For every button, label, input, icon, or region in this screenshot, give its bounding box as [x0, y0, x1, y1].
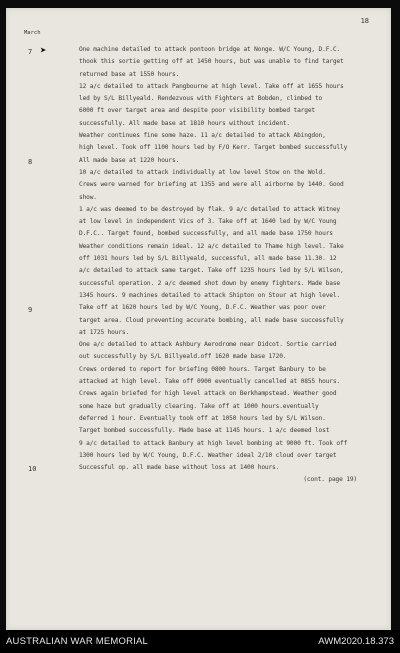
text-line: All made base at 1220 hours.: [79, 156, 180, 164]
text-line: attacked at high level. Take off 0900 eventually cancelled at 0855 hours.: [79, 378, 340, 386]
text-line: Crews were warned for briefing at 1355 and were all airborne by 1440. Good: [79, 181, 344, 189]
text-line: Weather continues fine some haze. 11 a/c detailed to attack Abingdon,: [79, 132, 326, 140]
institution-credit: AUSTRALIAN WAR MEMORIAL: [6, 636, 149, 647]
reference-number: AWM2020.18.373: [318, 636, 394, 647]
text-line: successfully. All made base at 1810 hours without incident.: [79, 119, 290, 127]
text-line: some haze but gradually clearing. Take off at 1000 hours.eventually: [79, 402, 319, 410]
text-line: Crews ordered to report for briefing 0800 hours. Target Banbury to be: [79, 365, 326, 373]
text-line: deferred 1 hour. Eventually took off at 1050 hours led by S/L Wilson.: [79, 414, 326, 422]
handwritten-arrow-mark-icon: ➤: [40, 44, 47, 57]
text-line: a/c detailed to attack same target. Take off 1235 hours led by S/L Wilson,: [79, 267, 344, 275]
text-line: Successful op. all made base without loss at 1400 hours.: [79, 464, 280, 472]
text-line: successful operation. 2 a/c deemed shot down by enemy fighters. Made base: [79, 279, 340, 287]
margin-month-label: March: [24, 30, 41, 36]
margin-day-10: 10: [28, 465, 37, 473]
text-line: off 1031 hours led by S/L Billyeald, successful, all made base 11.30. 12: [79, 255, 337, 263]
text-line: 12 a/c detailed to attack Pangbourne at high level. Take off at 1655 hours: [79, 82, 344, 90]
text-line: high level. Took off 1100 hours led by F/O Kerr. Target bombed successfully: [79, 144, 348, 152]
typed-log-text: [79, 44, 379, 487]
page-number: 18: [360, 17, 369, 25]
text-line: at low level in independent Vics of 3. Take off at 1640 led by W/C Young: [79, 218, 337, 226]
text-line: led by S/L Billyeald. Rendezvous with Fighters at Bobden, climbed to: [79, 95, 323, 103]
text-line: out successfully by S/L Billyeald.off 1620 made base 1720.: [79, 353, 287, 361]
text-line: returned base at 1550 hours.: [79, 70, 180, 78]
text-line: (cont. page 19): [303, 476, 357, 484]
text-line: Take off at 1620 hours led by W/C Young, D.F.C. Weather was poor over: [79, 304, 326, 312]
text-line: target area. Cloud preventing accurate bombing, all made base successfully: [79, 316, 344, 324]
text-line: 1 a/c was deemed to be destroyed by flak. 9 a/c detailed to attack Witney: [79, 205, 340, 213]
margin-day-7: 7: [28, 48, 33, 56]
text-line: D.F.C.. Target found, bombed successfully, and all made base 1750 hours: [79, 230, 333, 238]
text-line: One a/c detailed to attack Ashbury Aerodrome near Didcot. Sortie carried: [79, 341, 337, 349]
text-line: 9 a/c detailed to attack Banbury at high level bombing at 9000 ft. Took off: [79, 439, 348, 447]
text-line: 1300 hours led by W/C Young, D.F.C. Weather ideal 2/10 cloud over target: [79, 451, 337, 459]
footer-bar: [0, 630, 400, 653]
text-line: Crews again briefed for high level attack on Berkhampstead. Weather good: [79, 390, 337, 398]
document-page: [6, 8, 391, 630]
margin-day-9: 9: [28, 306, 33, 314]
text-line: at 1725 hours.: [79, 328, 130, 336]
text-line: thook this sortie getting off at 1450 hours, but was unable to find target: [79, 58, 344, 66]
text-line: One machine detailed to attack pontoon bridge at Nonge. W/C Young, D.F.C.: [79, 46, 340, 53]
text-line: 1345 hours. 9 machines detailed to attack Shipton on Stour at high level.: [79, 291, 340, 299]
text-line: 10 a/c detailed to attack individually at low level Stow on the Wold.: [79, 168, 326, 176]
text-line: 6000 ft over target area and despite poor visibility bombed target: [79, 107, 315, 115]
text-line: Weather conditions remain ideal. 12 a/c detailed to Thame high level. Take: [79, 242, 344, 250]
margin-day-8: 8: [28, 158, 33, 166]
text-line: show.: [79, 193, 97, 201]
text-line: Target bombed successfully. Made base at 1145 hours. 1 a/c deemed lost: [79, 427, 330, 435]
